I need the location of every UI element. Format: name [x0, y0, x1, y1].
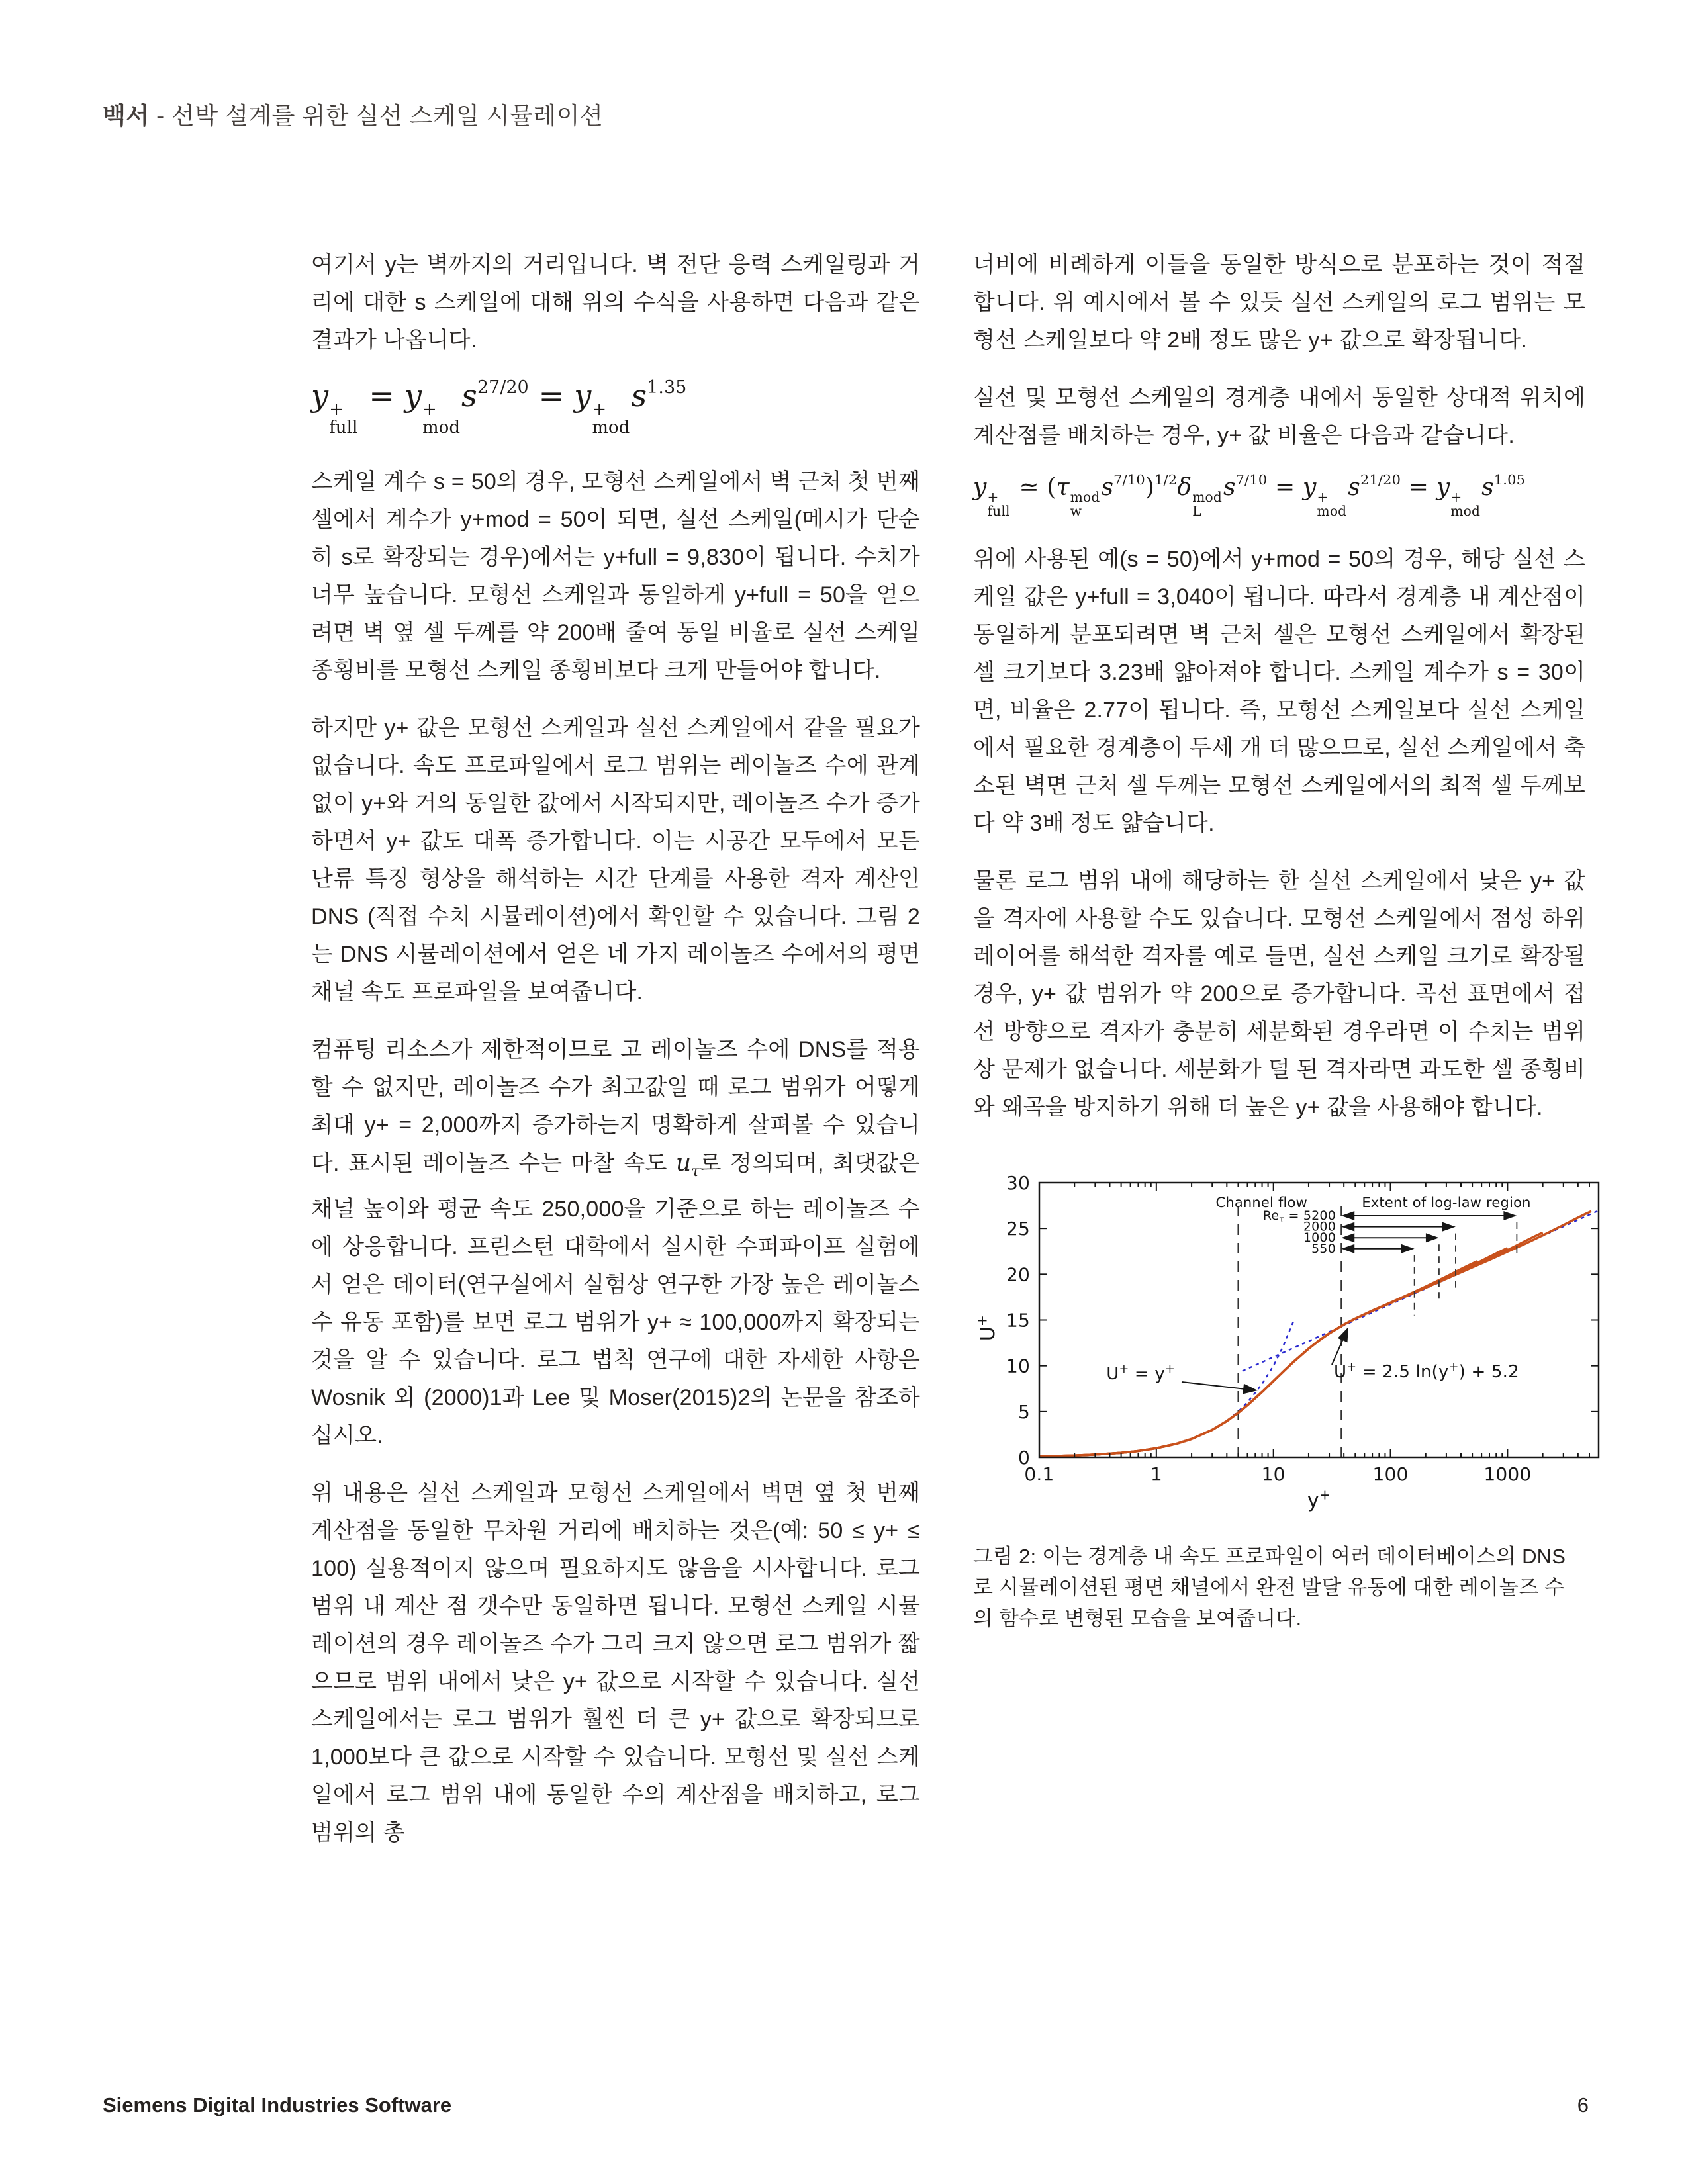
page-footer: [103, 2093, 1589, 2117]
formula-yplus-full-scaling: y + full = y + mod $s^{27/20} = y$ + mod $s^{1.35}$: [311, 377, 687, 437]
paragraph-dns-limits: 컴퓨팅 리소스가 제한적이므로 고 레이놀즈 수에 DNS를 적용할 수 없지만, 레이놀즈 수가 최고값일 때 로그 범위가 어떻게 최대 y+ = 2,000까지 증가하는지 명확하게 살펴볼 수 있습니다. 표시된 레이놀즈 수는 마찰 속도 $u_\tau$로 정의되며, 최댓값은 채널 높이와 평균 속도 250,000을 기준으로 하는 레이놀즈 수에 상응합니다. 프린스턴 대학에서 실시한 수퍼파이프 실험에서 얻은 데이터(연구실에서 실험상 연구한 가장 높은 레이놀스 수 유동 포함)를 보면 로그 범위가 y+ ≈ 100,000까지 확장되는 것을 알 수 있습니다. 로그 법칙 연구에 대한 자세한 사항은 Wosnik 외 (2000)1과 Lee 및 Moser(2015)2의 논문을 참조하십시오.: [311, 1036, 920, 1449]
svg-text:100: 100: [1372, 1463, 1409, 1486]
figure-2-caption: 그림 2: 이는 경계층 내 속도 프로파일이 여러 데이터베이스의 DNS로 시뮬레이션된 평면 채널에서 완전 발달 유동에 대한 레이놀즈 수의 함수로 변형된 모습을 보여줍니다.: [973, 1545, 1566, 1631]
formula-yplus-ratio: y + full ≃ (τ mod w $s^{7/10})^{1/2}\delta$ mod L $s^{7/10} = y$ + mod $s^{21/20} = y$ + mod $s^{1.05}$: [973, 471, 1526, 520]
paragraph-yplus-log-range: 하지만 y+ 값은 모형선 스케일과 실선 스케일에서 같을 필요가 없습니다. 속도 프로파일에서 로그 범위는 레이놀즈 수에 관계없이 y+와 거의 동일한 값에서 시작되지만, 레이놀즈 수가 증가하면서 y+ 값도 대폭 증가합니다. 이는 시공간 모두에서 모든 난류 특징 형상을 해석하는 시간 단계를 사용한 격자 계산인 DNS (직접 수치 시뮬레이션)에서 확인할 수 있습니다. 그림 2는 DNS 시뮬레이션에서 얻은 네 가지 레이놀즈 수에서의 평면 채널 속도 프로파일을 보여줍니다.: [311, 715, 920, 1005]
footer-page-number: 6: [1577, 2093, 1589, 2116]
svg-text:y+​: y+: [1307, 1486, 1331, 1513]
svg-text:0.1: 0.1: [1024, 1463, 1055, 1486]
svg-text:30: 30: [1006, 1172, 1030, 1195]
svg-text:5: 5: [1017, 1401, 1030, 1424]
svg-text:10: 10: [1261, 1463, 1286, 1486]
left-column: [311, 246, 920, 1872]
paragraph-relative-position: 실선 및 모형선 스케일의 경계층 내에서 동일한 상대적 위치에 계산점를 배치하는 경우, y+ 값 비율은 다음과 같습니다.: [973, 385, 1585, 448]
svg-text:10: 10: [1006, 1355, 1030, 1378]
paragraph-wall-distance: 여기서 y는 벽까지의 거리입니다. 벽 전단 응력 스케일링과 거리에 대한 s 스케일에 대해 위의 수식을 사용하면 다음과 같은 결과가 나옵니다.: [311, 252, 920, 353]
svg-text:1000: 1000: [1483, 1463, 1532, 1486]
svg-text:1000: 1000: [1303, 1230, 1336, 1246]
figure-2-velocity-profile-chart: [973, 1146, 1609, 1517]
svg-text:Reτ​ = 5200: $Re_\tau = 5200$: [1262, 1208, 1336, 1226]
svg-text:550: 550: [1311, 1242, 1336, 1257]
svg-text:15: 15: [1006, 1309, 1030, 1332]
page-header: [103, 97, 603, 131]
svg-text:20: 20: [1006, 1263, 1030, 1286]
svg-text:25: 25: [1006, 1218, 1030, 1240]
paragraph-distribution: 너비에 비례하게 이들을 동일한 방식으로 분포하는 것이 적절합니다. 위 예시에서 볼 수 있듯 실선 스케일의 로그 범위는 모형선 스케일보다 약 2배 정도 많은 y+ 값으로 확장됩니다.: [973, 252, 1585, 353]
paragraph-scale-factor-50: 스케일 계수 s = 50의 경우, 모형선 스케일에서 벽 근처 첫 번째 셀에서 계수가 y+mod = 50이 되면, 실선 스케일(메시가 단순히 s로 확장되는 경우)에서는 y+full = 9,830이 됩니다. 수치가 너무 높습니다. 모형선 스케일과 동일하게 y+full = 50을 얻으려면 벽 옆 셀 두께를 약 200배 줄여 동일 비율로 실선 스케일 종횡비를 모형선 스케일 종횡비보다 크게 만들어야 합니다.: [311, 469, 920, 683]
svg-text:U+​: U+: [974, 1315, 1000, 1342]
right-column: [973, 246, 1585, 1634]
svg-text:U+​ = y+​: U+ = y+: [1106, 1363, 1175, 1385]
figure-2: [973, 1146, 1585, 1634]
paragraph-first-point-placement: 위 내용은 실선 스케일과 모형선 스케일에서 벽면 옆 첫 번째 계산점을 동일한 무차원 거리에 배치하는 것은(예: 50 ≤ y+ ≤ 100) 실용적이지 않으며 필요하지도 않음을 시사합니다. 로그 범위 내 계산 점 갯수만 동일하면 됩니다. 모형선 스케일 시뮬레이션의 경우 레이놀즈 수가 그리 크지 않으면 로그 범위가 짧으므로 범위 내에서 낮은 y+ 값으로 시작할 수 있습니다. 실선 스케일에서는 로그 범위가 훨씬 더 큰 y+ 값으로 확장되므로 1,000보다 큰 값으로 시작할 수 있습니다. 모형선 및 실선 스케일에서 로그 범위 내에 동일한 수의 계산점을 배치하고, 로그 범위의 총: [311, 1480, 920, 1846]
svg-text:0: 0: [1017, 1447, 1030, 1469]
paragraph-example-s50: 위에 사용된 예(s = 50)에서 y+mod = 50의 경우, 해당 실선 스케일 값은 y+full = 3,040이 됩니다. 따라서 경계층 내 계산점이 동일하게 분포되려면 벽 근처 셀은 모형선 스케일에서 확장된 셀 크기보다 3.23배 얇아져야 합니다. 스케일 계수가 s = 30이면, 비율은 2.77이 됩니다. 즉, 모형선 스케일보다 실선 스케일에서 필요한 경계층이 두세 개 더 많으므로, 실선 스케일에서 축소된 벽면 근처 셀 두께는 모형선 스케일에서의 최적 셀 두께보다 약 3배 정도 얇습니다.: [973, 547, 1585, 837]
doc-type-label: 백서: [103, 102, 150, 129]
friction-velocity-symbol: $u_\tau$: [675, 1149, 700, 1181]
svg-text:Extent of log-law region: Extent of log-law region: [1362, 1195, 1531, 1211]
svg-text:2000: 2000: [1303, 1219, 1336, 1234]
svg-text:1: 1: [1150, 1463, 1162, 1486]
footer-company: Siemens Digital Industries Software: [103, 2093, 452, 2116]
doc-title: - 선박 설계를 위한 실선 스케일 시뮬레이션: [149, 102, 604, 129]
paragraph-low-yplus-grid: 물론 로그 범위 내에 해당하는 한 실선 스케일에서 낮은 y+ 값을 격자에 사용할 수도 있습니다. 모형선 스케일에서 점성 하위 레이어를 해석한 격자를 예로 들면, 실선 스케일 크기로 확장될 경우, y+ 값 범위가 약 200으로 증가합니다. 곡선 표면에서 접선 방향으로 격자가 충분히 세분화된 경우라면 이 수치는 범위상 문제가 없습니다. 세분화가 덜 된 격자라면 과도한 셀 종횡비와 왜곡을 방지하기 위해 더 높은 y+ 값을 사용해야 합니다.: [973, 868, 1585, 1120]
svg-text:Channel flow: Channel flow: [1215, 1195, 1307, 1211]
svg-text:U+​ = 2.5 ln(y+​) + 5.2: U+ = 2.5 ln(y+) + 5.2: [1334, 1361, 1519, 1383]
